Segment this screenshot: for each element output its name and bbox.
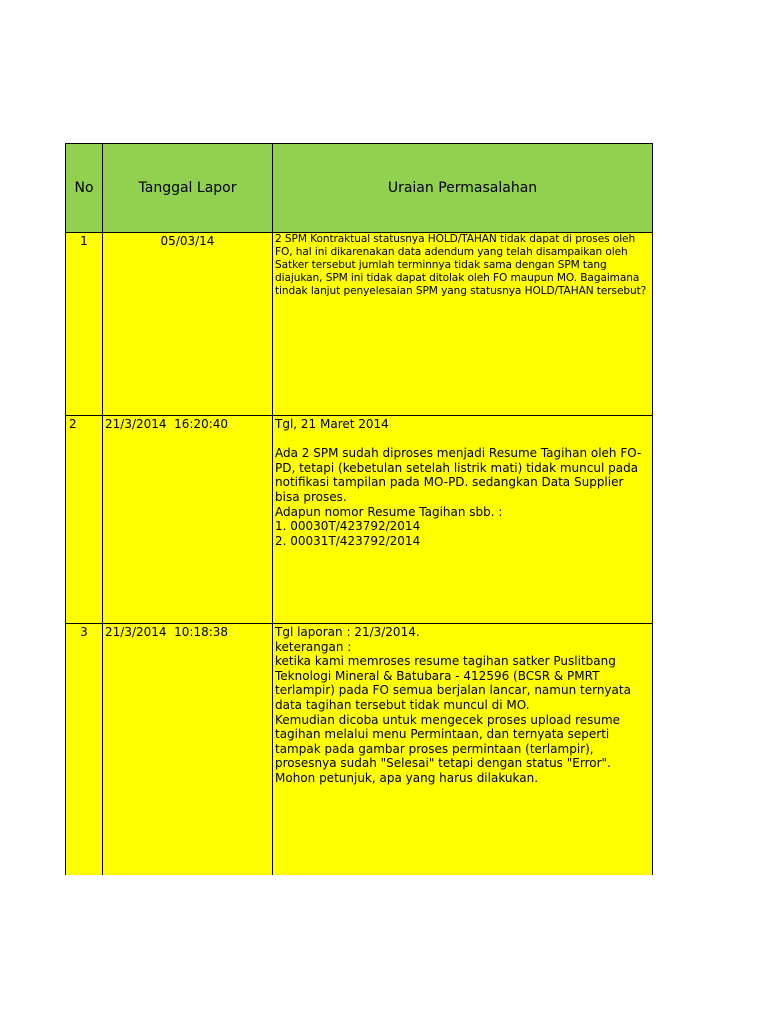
header-date: Tanggal Lapor bbox=[103, 144, 273, 232]
row-description: Tgl laporan : 21/3/2014. keterangan : ketika kami memroses resume tagihan satker Puslitbang Teknologi Mineral & Batubara - 412596 (BCSR & PMRT terlampir) pada FO semua berjalan lancar, namun ternyata data tagihan tersebut tidak muncul di MO. Kemudian dicoba untuk mengecek proses upload resume tagihan melalui menu Permintaan, dan ternyata seperti tampak pada gambar proses permintaan (terlampir), prosesnya sudah "Selesai" tetapi dengan status "Error". Mohon petunjuk, apa yang harus dilakukan. bbox=[275, 625, 631, 785]
row-description: 2 SPM Kontraktual statusnya HOLD/TAHAN tidak dapat di proses oleh FO, hal ini dikarenakan data adendum yang telah disampaikan oleh Satker tersebut jumlah terminnya tidak sama dengan SPM tang diajukan, SPM ini tidak dapat ditolak oleh FO maupun MO. Bagaimana tindak lanjut penyelesaian SPM yang statusnya HOLD/TAHAN tersebut? bbox=[275, 233, 647, 297]
header-description: Uraian Permasalahan bbox=[387, 180, 538, 196]
row-date: 21/3/2014 16:20:40 bbox=[103, 416, 273, 623]
row-date: 21/3/2014 10:18:38 bbox=[103, 624, 273, 875]
row-no: 1 bbox=[66, 233, 103, 415]
table-header-row bbox=[66, 144, 652, 233]
header-no: No bbox=[66, 144, 103, 232]
row-no: 2 bbox=[66, 416, 103, 623]
row-date: 05/03/14 bbox=[103, 233, 273, 415]
problem-report-table bbox=[65, 143, 653, 875]
table-row bbox=[66, 624, 652, 875]
table-row bbox=[66, 233, 652, 416]
row-no: 3 bbox=[66, 624, 103, 875]
row-description: Tgl, 21 Maret 2014 Ada 2 SPM sudah diproses menjadi Resume Tagihan oleh FO-PD, tetapi (kebetulan setelah listrik mati) tidak muncul pada notifikasi tampilan pada MO-PD. sedangkan Data Supplier bisa proses. Adapun nomor Resume Tagihan sbb. : 1. 00030T/423792/2014 2. 00031T/423792/2014 bbox=[275, 417, 642, 548]
table-row bbox=[66, 416, 652, 624]
